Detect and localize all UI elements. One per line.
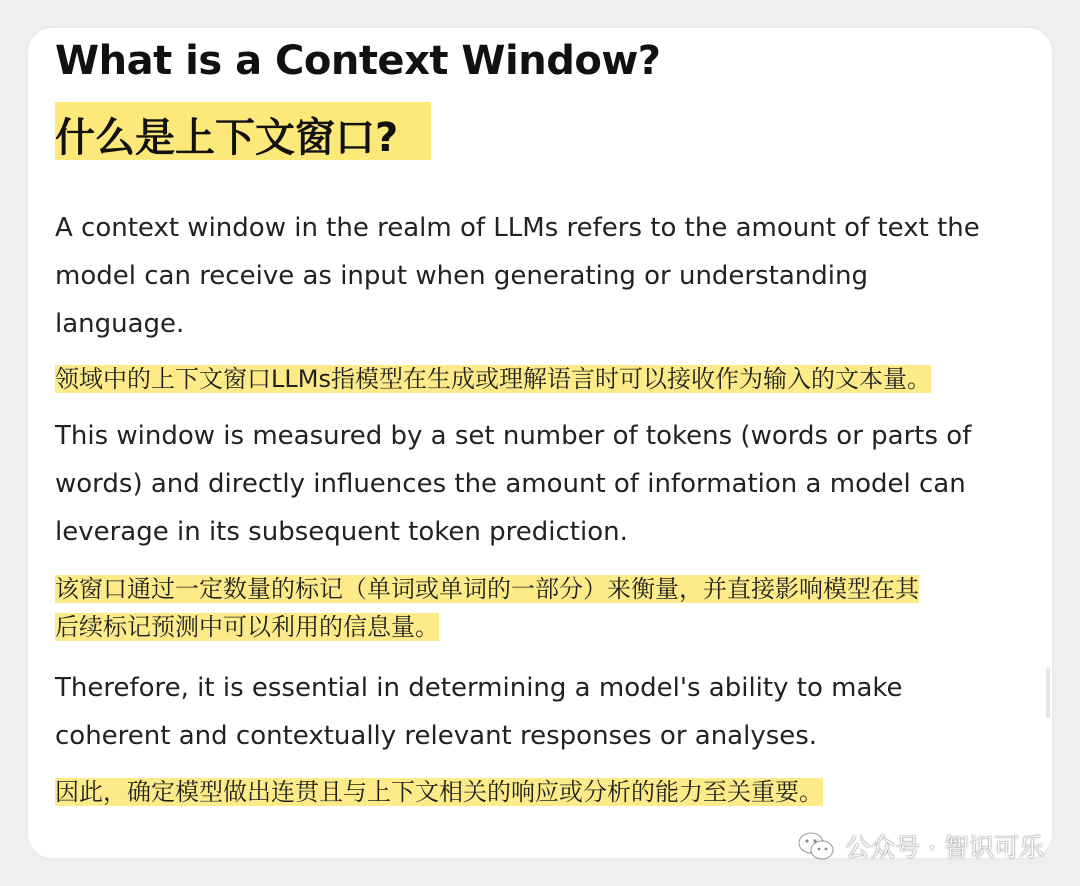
paragraph-1-chinese <box>55 360 931 398</box>
highlighted-line: 该窗口通过一定数量的标记（单词或单词的一部分）来衡量，并直接影响模型在其 <box>55 575 919 603</box>
paragraph-2-chinese <box>55 570 919 646</box>
paragraph-line: coherent and contextually relevant responses or analyses. <box>55 721 818 751</box>
watermark <box>797 828 1044 864</box>
highlighted-line: 因此，确定模型做出连贯且与上下文相关的响应或分析的能力至关重要。 <box>55 778 823 806</box>
scrollbar-thumb[interactable] <box>1046 668 1050 718</box>
paragraph-line: words) and directly influences the amount of information a model can <box>55 469 966 499</box>
title-chinese-highlight <box>55 102 431 160</box>
highlighted-line: 领域中的上下文窗口LLMs指模型在生成或理解语言时可以接收作为输入的文本量。 <box>55 365 931 393</box>
paragraph-line: A context window in the realm of LLMs refers to the amount of text the <box>55 213 980 243</box>
paragraph-3-english <box>55 664 1045 760</box>
paragraph-line: leverage in its subsequent token prediction. <box>55 517 628 547</box>
title-english: What is a Context Window? <box>55 38 661 84</box>
wechat-icon <box>797 831 835 861</box>
article-card <box>28 28 1052 858</box>
paragraph-line: Therefore, it is essential in determining a model's ability to make <box>55 673 903 703</box>
paragraph-line: language. <box>55 309 185 339</box>
watermark-text: 公众号 · 智识可乐 <box>845 833 1044 862</box>
paragraph-2-english <box>55 412 1045 556</box>
paragraph-3-chinese <box>55 773 823 811</box>
paragraph-line: model can receive as input when generating or understanding <box>55 261 868 291</box>
title-chinese: 什么是上下文窗口? <box>55 115 399 161</box>
paragraph-line: This window is measured by a set number of tokens (words or parts of <box>55 421 972 451</box>
highlighted-line: 后续标记预测中可以利用的信息量。 <box>55 613 439 641</box>
paragraph-1-english <box>55 204 1045 348</box>
